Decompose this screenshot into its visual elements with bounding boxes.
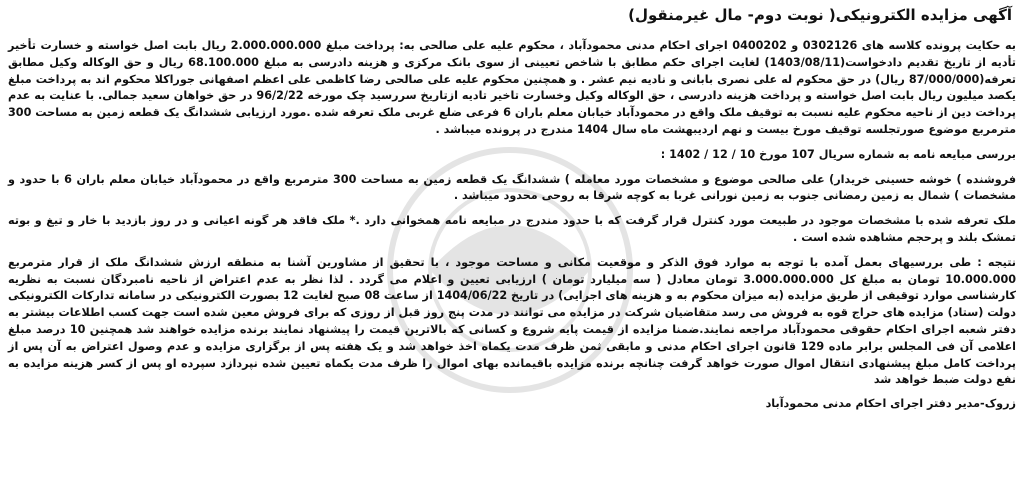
notice-paragraph-inspection: ملک تعرفه شده با مشخصات موجود در طبیعت مورد کنترل قرار گرفت که با حدود مندرج در مبایعه نامه همخوانی دارد .* ملک فاقد هر گونه اعیانی و در روز بازدید با خار و تیغ و بوته تمشک بلند و پرحجم مشاهده شده است .	[8, 214, 1016, 244]
notice-paragraph-result: نتیجه : طی بررسیهای بعمل آمده با توجه به موارد فوق الذکر و موقعیت مکانی و مساحت موجود ، با تحقیق از مشاورین آشنا به منطقه ارزش ششدانگ ملک از قرار مترمربع 10.000.000 تومان به مبلغ کل 3.000.000.000 تومان معادل ( سه میلیارد تومان ) ارزیابی تعیین و اعلام می گردد . لذا نظر به عدم اعتراض از ناحیه نامبردگان نسبت به نظریه کارشناسی موارد توقیفی از طریق مزایده (به میزان محکوم به و هزینه های اجرایی) در تاریخ 1404/06/22 از ساعت 08 صبح لغایت 12 بصورت الکترونیکی در سامانه تدارکات الکترونیکی دولت (ستاد) مزایده های حراج قوه به فروش می رسد متقاضیان شرکت در مزایده می توانند در مدت پنج روز قبل از روزی که برای فروش معین شده است جهت کسب اطلاعات بیشتر به دفتر شعبه اجرای احکام حقوقی محمودآباد مراجعه نمایند.ضمنا مزایده از قیمت پایه شروع و کسانی که بالاترین قیمت را پیشنهاد نمایند برنده مزایده خواهند شد همچنین 10 درصد مبلغ اعلامی آن فی المجلس برابر ماده 129 قانون اجرای احکام مدنی و مابقی ثمن ظرف مدت یکماه اخذ خواهد شد و یک هفته پس از برگزاری مزایده و عدم وصول اعتراض به آن پس از پرداخت کامل مبلغ پیشنهادی انتقال اموال صورت خواهد گرفت چنانچه برنده مزایده باقیمانده بهای اموال را ظرف مدت یکماه تعیین شده نپردازد سپرده او پس از کسر هزینه مزایده به نفع دولت ضبط خواهد شد	[8, 255, 1017, 387]
auction-notice	[8, 6, 1016, 482]
notice-paragraph-contract-review: بررسی مبایعه نامه به شماره سریال 107 مورخ 10 / 12 / 1402 :	[660, 147, 1016, 161]
notice-paragraph-case: به حکایت پرونده کلاسه های 0302126 و 0400202 اجرای احکام مدنی محمودآباد ، محکوم علیه علی صالحی به: پرداخت مبلغ 2.000.000.000 ریال بابت اصل خواسته و خسارت تأخیر تأدیه از تاریخ تقدیم دادخواست(1403/08/11) لغایت اجرای حکم مطابق با شاخص تعیینی از سوی بانک مرکزی و هزینه دادرسی به مبلغ 68.100.000 ریال و حق الوکاله وکیل مطابق تعرفه(87/000/000 ریال) در حق محکوم له علی نصری بابانی و نادیه نیم عشر . و همچنین محکوم علیه علی صالحی رضا کاظمی علی اعظم اصفهانی جوراکلا محکوم اند به پرداخت مبلغ یکصد میلیون ریال بابت اصل خواسته و پرداخت هزینه دادرسی ، حق الوکاله وکیل وخسارت تاخیر تادیه ازتاریخ سررسید چک مورخه 96/2/22 در حق خواهان سعید جمالی. با عنایت به عدم پرداخت دین از ناحیه محکوم علیه نسبت به توقیف ملک واقع در محمودآباد خیابان معلم باران 6 فرعی ضلع غربی ملک تعرفه شده .مورد ارزیابی ششدانگ یک قطعه زمین به مساحت 300 مترمربع موضوع صورتجلسه توقیف مورخ بیست و نهم اردیبهشت ماه سال 1404 مندرج در پرونده میباشد .	[8, 39, 1017, 136]
notice-signature: زروک-مدیر دفتر اجرای احکام مدنی محمودآباد	[765, 397, 1016, 411]
notice-title: آگهی مزایده الکترونیکی( نوبت دوم- مال غیرمنقول)	[628, 6, 1012, 24]
notice-paragraph-parties: فروشنده ) خوشه حسینی خریدار) علی صالحی موضوع و مشخصات مورد معامله ) ششدانگ یک قطعه زمین به مساحت 300 مترمربع واقع در محمودآباد خیابان معلم باران 6 با حدود و مشخصات ) شمال به زمین رمضانی جنوب به زمین نورانی غربا به کوچه شرقا به روحی محدود میباشد .	[8, 172, 1017, 203]
